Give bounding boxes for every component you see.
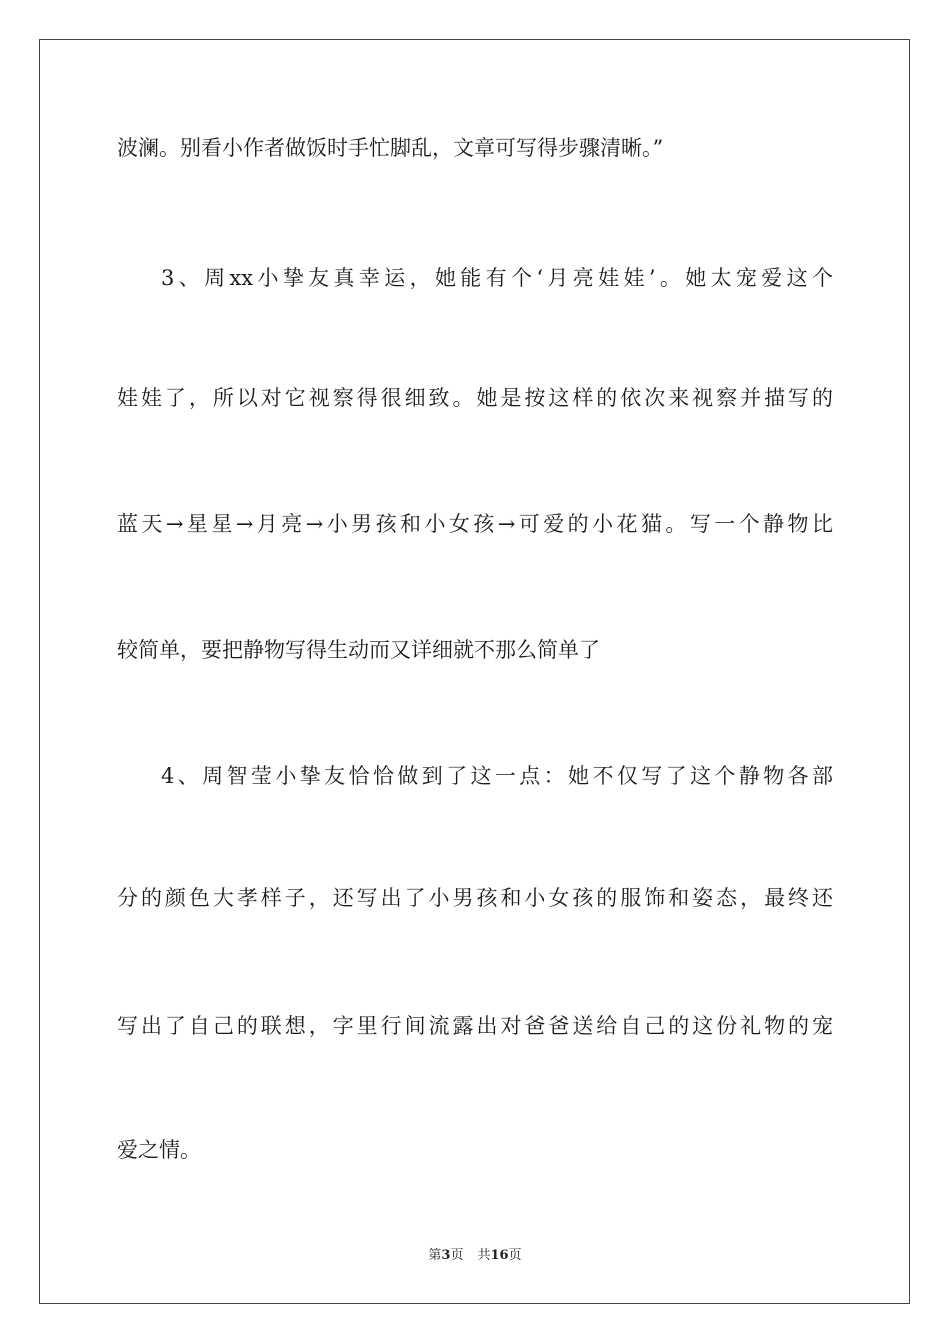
text-line-7: 分的颜色大孝样子，还写出了小男孩和小女孩的服饰和姿态，最终还	[117, 886, 833, 910]
footer-page-suffix: 页	[450, 1248, 464, 1263]
page-footer	[0, 1247, 950, 1265]
footer-page-number: 3	[441, 1248, 451, 1263]
footer-total-pages: 16	[490, 1248, 509, 1263]
text-line-6: 4、周智莹小挚友恰恰做到了这一点：她不仅写了这个静物各部	[161, 764, 833, 788]
footer-total-suffix: 页	[508, 1248, 522, 1263]
text-line-5: 较简单，要把静物写得生动而又详细就不那么简单了	[117, 638, 600, 662]
footer-total-prefix: 共	[477, 1248, 491, 1263]
text-line-2: 3、周xx小挚友真幸运，她能有个‘月亮娃娃’。她太宠爱这个	[161, 266, 833, 290]
footer-page-prefix: 第	[428, 1248, 442, 1263]
text-line-8: 写出了自己的联想，字里行间流露出对爸爸送给自己的这份礼物的宠	[117, 1014, 833, 1038]
page-frame	[39, 39, 910, 1304]
text-line-3: 娃娃了，所以对它视察得很细致。她是按这样的依次来视察并描写的	[117, 386, 833, 410]
text-line-4: 蓝天→星星→月亮→小男孩和小女孩→可爱的小花猫。写一个静物比	[117, 512, 833, 536]
text-line-9: 爱之情。	[117, 1138, 201, 1162]
text-line-1: 波澜。别看小作者做饭时手忙脚乱，文章可写得步骤清晰。”	[117, 136, 664, 160]
